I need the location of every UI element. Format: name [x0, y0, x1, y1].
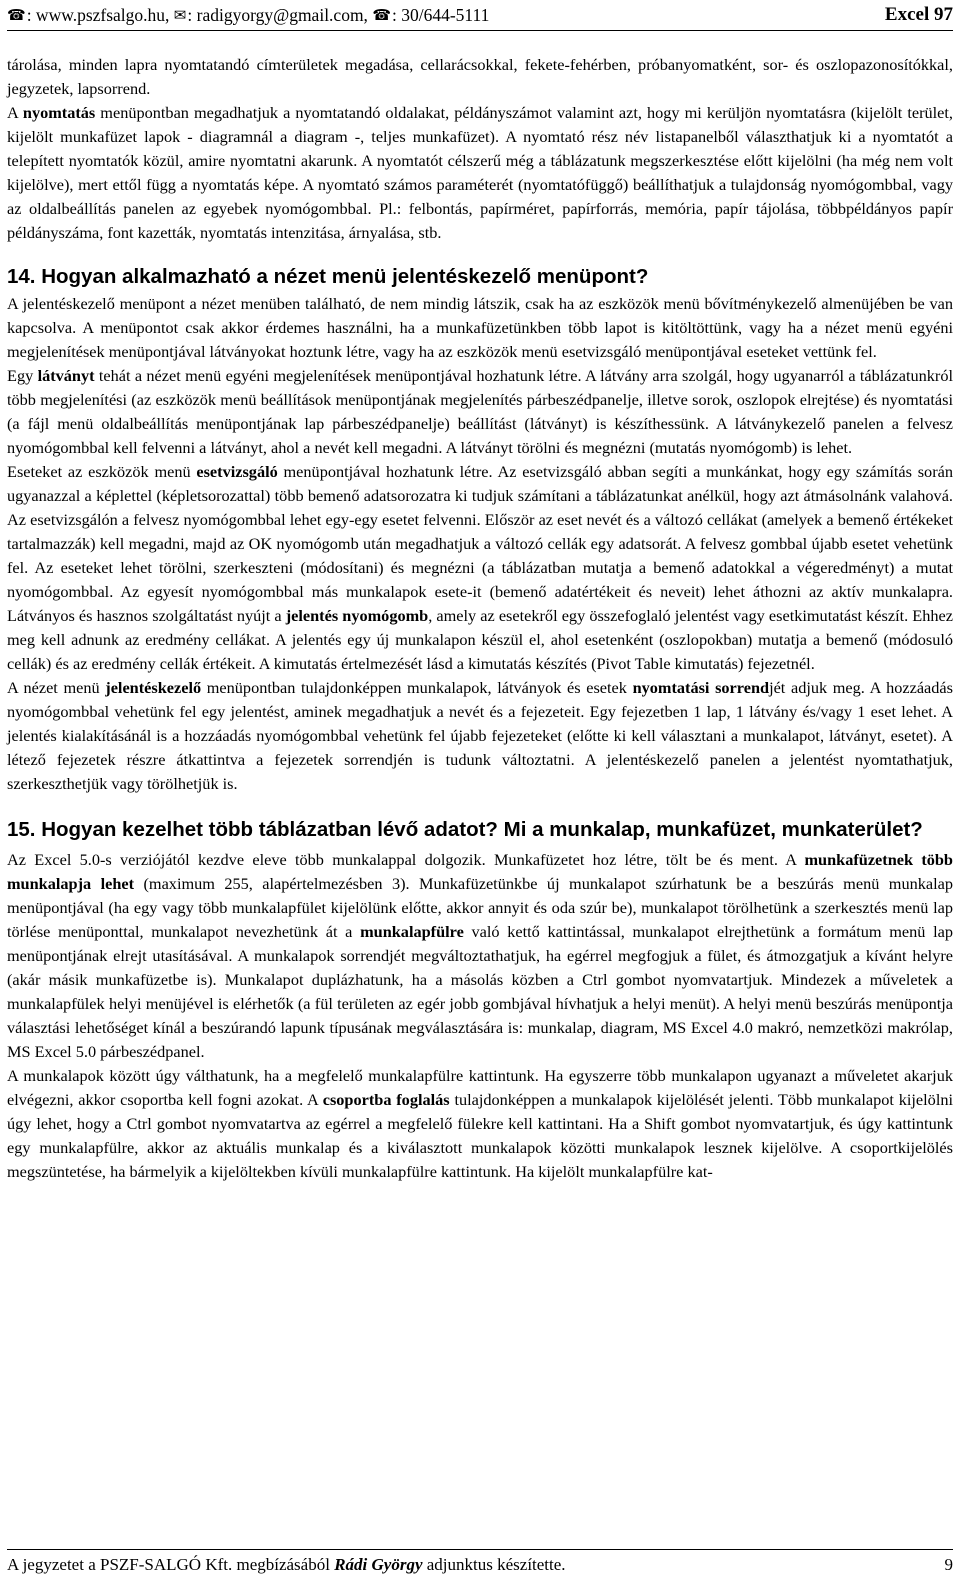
- text-run: adjunktus készítette.: [422, 1555, 566, 1574]
- header-phone: : 30/644-5111: [392, 4, 490, 25]
- intro-paragraph-1: tárolása, minden lapra nyomtatandó címterületek megadása, cellarácsokkal, fekete-fehérben, próbanyomatként, sor- és oszlopazonosítókkal, jegyzetek, lapsorrend.: [7, 55, 953, 98]
- section-14-paragraph-3: [7, 460, 953, 676]
- text-run: menüpontjával hozhatunk létre. Az esetvizsgáló abban segíti a munkánkat, hogy egy számítás során ugyanazzal a képlettel (képletsorozattal) több bemenő adatsorozatra ki tudjuk számítani a táblázatunkat anélkül, hogy azt átmásolnánk valahová. Az esetvizsgálón a felvesz nyomógombbal lehet egy-egy esetet felvenni. Először az eset nevét és a változó cellákat (amelyek a bemenő értékeket tartalmazzák) kell megadni, majd az OK nyomógomb után megadhatjuk a változó cellák egy adatsorát. A felvesz gombbal újabb esetet vehetünk fel. Az eseteket lehet törölni, szerkeszteni (módosítani) és megnézni (a táblázatban mutatja a bemenő adatokkal a végeredményt) a mutat nyomógombbal. Az egyesít nyomógombbal más munkalapok esete-it (bemenő adatértékeit és neveit) lehet áthozni az aktív munkalapra. Látványos és hasznos szolgáltatást nyújt a: [7, 462, 953, 625]
- text-run: A munkalapok között úgy válthatunk, ha a megfelelő munkalapfülre kattintunk. Ha egyszerre több munkalapon ugyanazt a műveletet akarjuk elvégezni, akkor csoportba kell fogni azokat. A: [7, 1066, 953, 1109]
- bold-term: csoportba foglalás: [322, 1090, 450, 1109]
- section-14-heading: 14. Hogyan alkalmazható a nézet menü jelentéskezelő menüpont?: [7, 265, 649, 288]
- text-run: Eseteket az eszközök menü: [7, 462, 197, 481]
- header-title: Excel 97: [884, 4, 953, 25]
- page-number: 9: [944, 1555, 953, 1574]
- bold-term: munkalapfülre: [360, 922, 464, 941]
- text-run: A jegyzetet a PSZF-SALGÓ Kft. megbízásából: [7, 1555, 335, 1574]
- intro-paragraph-2: [7, 101, 953, 245]
- section-15-heading: 15. Hogyan kezelhet több táblázatban lévő adatot? Mi a munkalap, munkafüzet, munkaterület?: [7, 818, 923, 841]
- footer-author: Rádi György: [334, 1555, 423, 1574]
- section-14-paragraph-4: [7, 676, 953, 796]
- bold-term: nyomtatási sorrend: [632, 678, 770, 697]
- envelope-icon: ✉: [173, 6, 187, 24]
- bold-term: jelentéskezelő: [105, 678, 202, 697]
- section-14-paragraph-2: [7, 364, 953, 460]
- text-run: való kettő kattintással, munkalapot elrejthetünk a formátum menü lap menüpontjának elrejt utasításával. A munkalapok sorrendjét megváltoztathatjuk, ha egérrel megfogjuk a fület, és átmozgatjuk a kívánt helyre (akár másik munkafüzetbe is). Munkalapot duplázhatunk, ha a másolás közben a Ctrl gombot nyomvatartjuk. Mindezek a műveletek a munkalapfülek helyi menüjével is elérhetők (a fül területen az egér jobb gombjával hívhatjuk a helyi menüt). A helyi menü beszúrás menüpontja választási lehetőséget kínál a beszúrandó lapunk típusának megválasztására is: munkalap, diagram, MS Excel 4.0 makró, nemzetközi makrólap, MS Excel 5.0 párbeszédpanel.: [7, 922, 953, 1061]
- text-run: Az Excel 5.0-s verziójától kezdve eleve több munkalappal dolgozik. Munkafüzetet hoz létre, tölt be és ment. A: [7, 850, 805, 869]
- text-run: jét adjuk meg. A hozzáadás nyomógombbal vehetünk fel egy jelentést, aminek megadhatjuk a nevét és a fejezeteit. Egy fejezetben 1 lap, 1 látvány és/vagy 1 eset lehet. A jelentés kialakításánál is a hozzáadás nyomógombbal vehetünk fel újabb fejezeteket (előtte ki kell választani a munkalapot, látványt, esetet). A létező fejezetek részre átkattintva a fejezetek sorrendjén is tudunk változtatni. A jelentéskezelő panelen a jelentést nyomtathatjuk, szerkeszthetjük vagy törölhetjük is.: [7, 678, 953, 793]
- telephone-icon: ☎: [372, 6, 391, 24]
- header-website[interactable]: : www.pszfsalgo.hu,: [26, 4, 170, 25]
- bold-term: látványt: [37, 366, 95, 385]
- bold-term: munkafüzetnek több munkalapja lehet: [7, 850, 953, 893]
- main-content: [7, 53, 953, 1184]
- header-divider: [7, 30, 953, 31]
- section-14-paragraph-1: A jelentéskezelő menüpont a nézet menüben található, de nem mindig látszik, csak ha az eszközök menü bővítménykezelő almenüjében be van kapcsolva. A menüpontot csak akkor érdemes használni, ha a munkafüzetünkben több lapot is kitöltöttünk, vagy ha a nézet menü egyéni megjelenítések menüpontjával látványokat hoztunk létre, vagy ha az eszközök menü esetvizsgáló menüpontjával eseteket vettünk fel.: [7, 294, 953, 361]
- text-run: (maximum 255, alapértelmezésben 3). Munkafüzetünkbe új munkalapot szúrhatunk be a beszúrás menü munkalap menüpontjával (ha egy vagy több munkalapfület kijelölünk előtte, akkor annyit és oda szúr be), munkalapot törölhetünk a szerkesztés menü lap törlése menüponttal, munkalapot nevezhetünk át a: [7, 874, 953, 941]
- text-run: tehát a nézet menü egyéni megjelenítések menüpontjával hozhatunk létre. A látvány arra szolgál, hogy ugyanarról a táblázatunkról több megjelenítési (az eszközök menü beállítások menüpontjának megjelenítés párbeszédpanelje, illetve sorok, oszlopok elrejtése) és nyomtatási (a fájl menü oldalbeállítás menüpontjának lap párbeszédpanelje) beállítást (látványt) is készíthessünk. A látványkezelő panelen a felvesz nyomógombbal kell felvenni a látványt, ahol a nevét kell megadni. A látványt törölni és megnézni (mutatás nyomógomb) is lehet.: [7, 366, 953, 457]
- bold-term: jelentés nyomógomb: [285, 606, 429, 625]
- page-header: [7, 0, 953, 30]
- text-run: A nézet menü: [7, 678, 106, 697]
- section-15-paragraph-1: [7, 848, 953, 1064]
- header-contacts: [7, 5, 489, 26]
- text-run: , amely az esetekről egy összefoglaló jelentést vagy esetkimutatást készít. Ehhez meg kell adnunk az eredmény cellákat. A jelentés egy új munkalapon készül el, ahol esetenként (oszlopokban) mutatja a bemenő (módosuló cellák) és az eredmény cellák értékeit. A kimutatás értelmezését lásd a kimutatás készítés (Pivot Table kimutatás) fejezetnél.: [7, 606, 953, 673]
- bold-term: esetvizsgáló: [196, 462, 278, 481]
- text-run: Egy: [7, 366, 38, 385]
- phone-handset-icon: ☎: [7, 6, 26, 24]
- footer-credit: [7, 1555, 566, 1575]
- header-email[interactable]: : radigyorgy@gmail.com,: [187, 4, 368, 25]
- page-footer: [7, 1553, 953, 1577]
- text-run: A: [7, 103, 23, 122]
- bold-term: nyomtatás: [22, 103, 96, 122]
- section-15-paragraph-2: [7, 1064, 953, 1184]
- text-run: menüpontban megadhatjuk a nyomtatandó oldalakat, példányszámot valamint azt, hogy mi kerüljön nyomtatásra (kijelölt terület, kijelölt munkafüzet lapok - diagramnál a diagram -, teljes munkafüzet). A nyomtató rész név listapanelből választhatjuk ki a nyomtatót a telepített nyomtatók közül, amire nyomtatni akarunk. A nyomtatót célszerű még a táblázatunk megszerkesztése előtt kijelölni (ha még nem volt kijelölve), mert ettől függ a nyomtatás képe. A nyomtató számos paraméterét (nyomtatófüggő) beállíthatjuk a tulajdonság nyomógombbal, vagy az oldalbeállítás panelen az egyebek nyomógombbal. Pl.: felbontás, papírméret, papírforrás, memória, papír tájolása, többpéldányos papír példányszáma, font kazetták, nyomtatás intenzitása, árnyalása, stb.: [7, 103, 953, 242]
- text-run: tulajdonképpen a munkalapok kijelölését jelenti. Több munkalapot kijelölni úgy lehet, hogy a Ctrl gombot nyomvatartva az egérrel a megfelelő fülekre kell kattintani. Ha a Shift gombot nyomvatartjuk, és úgy kattintunk egy munkalapfülre, akkor az aktuális munkalap és a kiválasztott munkalapok közötti munkalapok lesznek kijelölve. A csoportkijelölés megszüntetése, ha bármelyik a kijelöltekben kívüli munkalapfülre kattintunk. Ha kijelölt munkalapfülre kat-: [7, 1090, 954, 1181]
- text-run: menüpontban tulajdonképpen munkalapok, látványok és esetek: [201, 678, 633, 697]
- footer-divider: [7, 1549, 953, 1550]
